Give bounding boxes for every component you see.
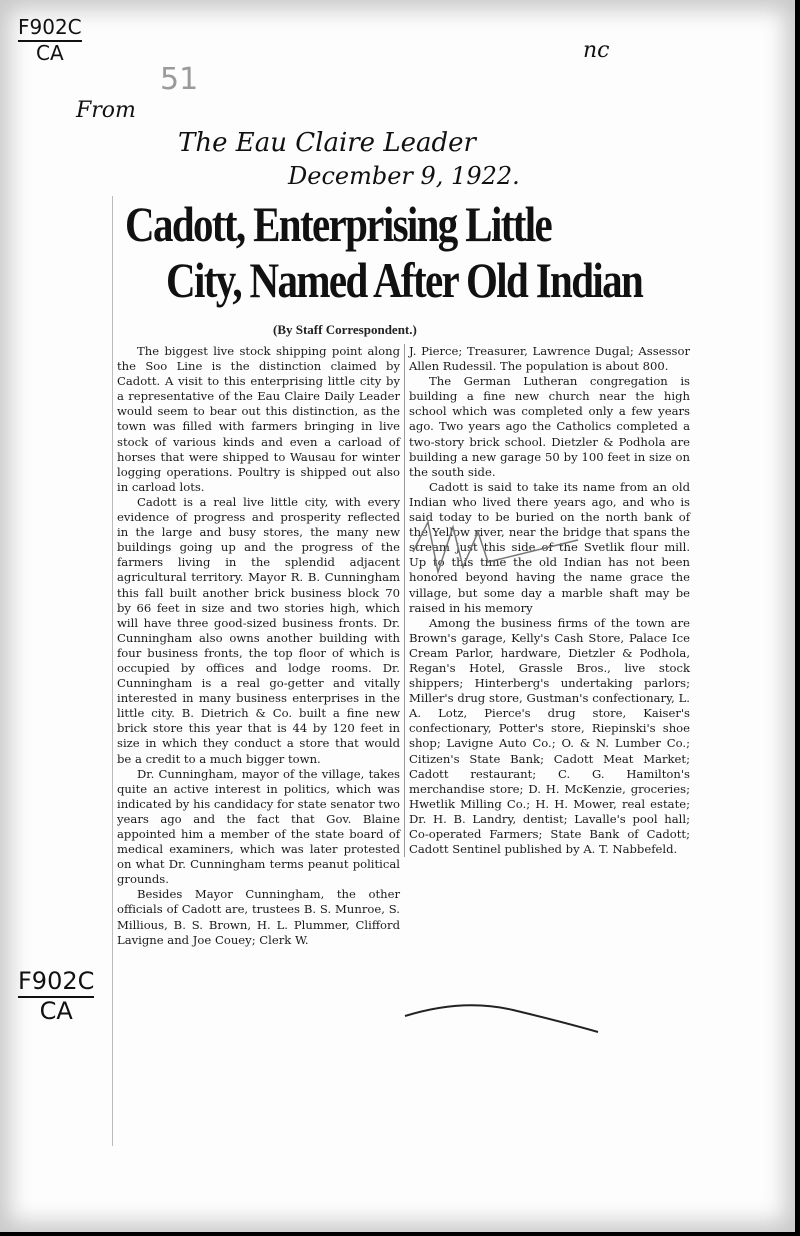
catalog-number-top: F902C CA (18, 15, 82, 65)
pen-strikethrough-mark (403, 996, 603, 1036)
headline (125, 196, 643, 308)
paragraph: The biggest live stock shipping point along the Soo Line is the distinction claimed by Cadott. A visit to this enterprising little city by a representative of the Eau Claire Daily Leader would seem to bear out this distinction, as the town was filled with farmers bringing in live stock of various kinds and even a carload of horses that were shipped to Wausau for winter logging operations. Poultry is shipped out also in carload lots. (117, 344, 400, 494)
pencil-scribble-mark (408, 512, 588, 592)
paragraph: Among the business firms of the town are Brown's garage, Kelly's Cash Store, Palace Ice Cream Parlor, hardware, Dietzler & Podhola, Regan's Hotel, Grassle Bros., live stock shippers; Hinterberg's undertaking parlors; Miller's drug store, Gustman's confectionary, L. A. Lotz, Pierce's drug store, Kaiser's confectionary, Potter's store, Riepinski's shoe shop; Lavigne Auto Co.; O. & N. Lumber Co.; Citizen's State Bank; Cadott Meat Market; Cadott restaurant; C. G. Hamilton's merchandise store; D. H. McKenzie, groceries; Hwetlik Milling Co.; H. H. Mower, real estate; Dr. H. B. Landry, dentist; Lavalle's pool hall; Co-operated Farmers; State Bank of Cadott; Cadott Sentinel published by A. T. Nabbefeld. (409, 615, 690, 857)
paragraph: Cadott is said to take its name from an old Indian who lived there years ago, and who is said today to be buried on the north bank of the Yellow river, near the bridge that spans the stream just this side of the Svetlik flour mill. Up to this time the old Indian has not been honored beyond having the name grace the village, but some day a marble shaft may be raised in his memory (409, 479, 690, 615)
initials: nc (583, 38, 610, 63)
byline: (By Staff Correspondent.) (273, 322, 417, 337)
catalog-number-bottom: F902C CA (18, 967, 95, 1026)
source-date: December 9, 1922. (288, 162, 520, 190)
source-from: From (76, 98, 136, 123)
newspaper-clipping (112, 196, 695, 1146)
article-column-1 (117, 344, 400, 948)
paragraph: Besides Mayor Cunningham, the other officials of Cadott are, trustees B. S. Munroe, S. Millious, B. S. Brown, H. L. Plummer, Clifford Lavigne and Joe Couey; Clerk W. (117, 887, 400, 947)
paragraph: J. Pierce; Treasurer, Lawrence Dugal; Assessor Allen Rudessil. The population is about 800. (409, 344, 690, 374)
paragraph: The German Lutheran congregation is building a fine new church near the high school which was completed only a few years ago. Two years ago the Catholics completed a two-story brick school. Dietzler & Podhola are building a new garage 50 by 100 feet in size on the south side. (409, 374, 690, 479)
catalog-sub-bottom: CA (39, 997, 73, 1026)
article-column-2 (404, 344, 690, 857)
paragraph: Dr. Cunningham, mayor of the village, takes quite an active interest in politics, which was indicated by his candidacy for state senator two years ago and the fact that Gov. Blaine appointed him a member of the state board of medical examiners, which was later protested on what Dr. Cunningham terms peanut political grounds. (117, 766, 400, 887)
page-number: 51 (160, 62, 199, 97)
headline-line-1: Cadott, Enterprising Little (125, 196, 552, 252)
paragraph: Cadott is a real live little city, with every evidence of progress and prosperity reflected in the large and busy stores, the many new buildings going up and the progress of the farmers living in the splendid adjacent agricultural territory. Mayor R. B. Cunningham this fall built another brick business block 70 by 66 feet in size and two stories high, which will have three good-sized business fronts. Dr. Cunningham also owns another building with four business fronts, the top floor of which is occupied by offices and lodge rooms. Dr. Cunningham is a real go-getter and vitally interested in many business enterprises in the little city. B. Dietrich & Co. built a fine new brick store this year that is 44 by 120 feet in size in which they conduct a store that would be a credit to a much bigger town. (117, 494, 400, 766)
catalog-sub-top: CA (36, 41, 64, 65)
headline-line-2: City, Named After Old Indian (166, 252, 643, 308)
source-paper: The Eau Claire Leader (178, 128, 476, 158)
